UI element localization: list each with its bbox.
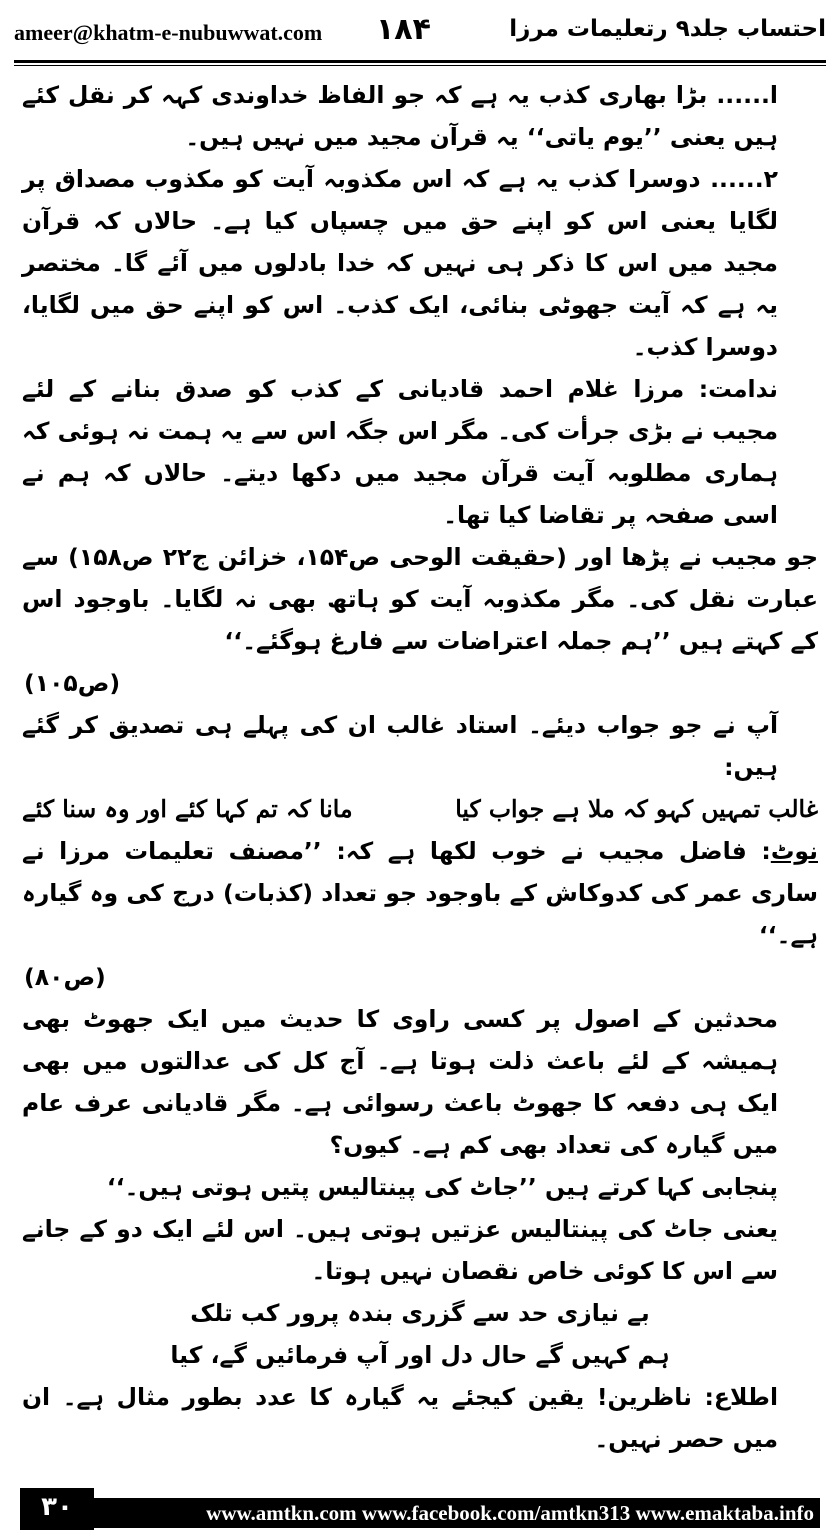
verse-2 xyxy=(22,1292,818,1376)
paragraph-10: اطلاع: ناظرین! یقین کیجئے یہ گیارہ کا عدد بطور مثال ہے۔ ان میں حصر نہیں۔ xyxy=(22,1383,778,1453)
paragraph-6-reference-line xyxy=(22,956,818,998)
paragraph-4 xyxy=(22,536,818,704)
paragraph-9: یعنی جاٹ کی پینتالیس عزتیں ہوتی ہیں۔ اس لئے ایک دو کے جانے سے اس کا کوئی خاص نقصان نہیں ہوتا۔ xyxy=(22,1215,778,1285)
header-title: احتساب جلد۹ رتعلیمات مرزا xyxy=(509,16,826,42)
verse-2-line-1: بے نیازی حد سے گزری بندہ پرور کب تلک xyxy=(190,1299,650,1327)
header-rule xyxy=(14,60,826,66)
paragraph-8: پنجابی کہا کرتے ہیں ’’جاٹ کی پینتالیس پتیں ہوتی ہیں۔‘‘ xyxy=(106,1173,778,1201)
paragraph-6 xyxy=(22,830,818,998)
paragraph-2: ۲...... دوسرا کذب یہ ہے کہ اس مکذوبہ آیت کو مکذوب مصداق پر لگایا یعنی اس کو اپنے حق میں چسپاں کیا ہے۔ حالاں کہ قرآن مجید میں اس کا ذکر ہی نہیں کہ خدا بادلوں میں آئے گا۔ مختصر یہ ہے کہ آیت جھوٹی بنائی، ایک کذب۔ اس کو اپنے حق میں لگایا، دوسرا کذب۔ xyxy=(22,165,778,361)
paragraph-4-reference-line xyxy=(22,662,818,704)
paragraph-6-reference: (ص۸۰) xyxy=(24,963,106,991)
verse-1-left: مانا کہ تم کہا کئے اور وہ سنا کئے xyxy=(22,795,353,823)
paragraph-5: آپ نے جو جواب دیئے۔ استاد غالب ان کی پہلے ہی تصدیق کر گئے ہیں: xyxy=(22,711,778,781)
paragraph-7: محدثین کے اصول پر کسی راوی کا حدیث میں ایک جھوٹ بھی ہمیشہ کے لئے باعث ذلت ہوتا ہے۔ آج کل کی عدالتوں میں بھی ایک ہی دفعہ کا جھوٹ باعث رسوائی ہے۔ مگر قادیانی عرف عام میں گیارہ کی تعداد بھی کم ہے۔ کیوں؟ xyxy=(22,1005,778,1159)
page-header xyxy=(14,10,826,60)
verse-2-line-2: ہم کہیں گے حال دل اور آپ فرمائیں گے، کیا xyxy=(170,1341,670,1369)
paragraph-4-text: جو مجیب نے پڑھا اور (حقیقت الوحی ص۱۵۴، خزائن ج۲۲ ص۱۵۸) سے عبارت نقل کی۔ مگر مکذوبہ آیت کو ہاتھ بھی نہ لگایا۔ باوجود اس کے کہتے ہیں ’’ہم جملہ اعتراضات سے فارغ ہوگئے۔‘‘ xyxy=(22,543,819,655)
verse-1-right: غالب تمہیں کہو کہ ملا ہے جواب کیا xyxy=(455,795,818,823)
footer-urls: www.amtkn.com www.facebook.com/amtkn313 www.emaktaba.info xyxy=(206,1501,814,1525)
paragraph-1: ا...... بڑا بھاری کذب یہ ہے کہ جو الفاظ خداوندی کہہ کر نقل کئے ہیں یعنی ’’یوم یاتی‘‘ یہ قرآن مجید میں نہیں ہیں۔ xyxy=(22,81,778,151)
page-body xyxy=(22,74,818,1460)
footer-page-number: ۳۰ xyxy=(20,1488,94,1530)
paragraph-4-reference: (ص۱۰۵) xyxy=(24,669,121,697)
verse-1 xyxy=(22,788,818,830)
paragraph-6-text: : فاضل مجیب نے خوب لکھا ہے کہ: ’’مصنف تعلیمات مرزا نے ساری عمر کی کدوکاش کے باوجود جو تعداد (کذبات) درج کی وہ گیارہ ہے۔‘‘ xyxy=(22,837,818,949)
header-email: ameer@khatm-e-nubuwwat.com xyxy=(14,20,323,45)
header-page-number: ۱۸۴ xyxy=(376,12,431,47)
paragraph-3: ندامت: مرزا غلام احمد قادیانی کے کذب کو صدق بنانے کے لئے مجیب نے بڑی جرأت کی۔ مگر اس جگہ اس سے یہ ہمت نہ ہوئی کہ ہماری مطلوبہ آیت قرآن مجید میں دکھا دیتے۔ حالاں کہ ہم نے اسی صفحہ پر تقاضا کیا تھا۔ xyxy=(22,375,778,529)
page-footer xyxy=(20,1488,820,1530)
note-label: نوٹ xyxy=(770,837,818,865)
